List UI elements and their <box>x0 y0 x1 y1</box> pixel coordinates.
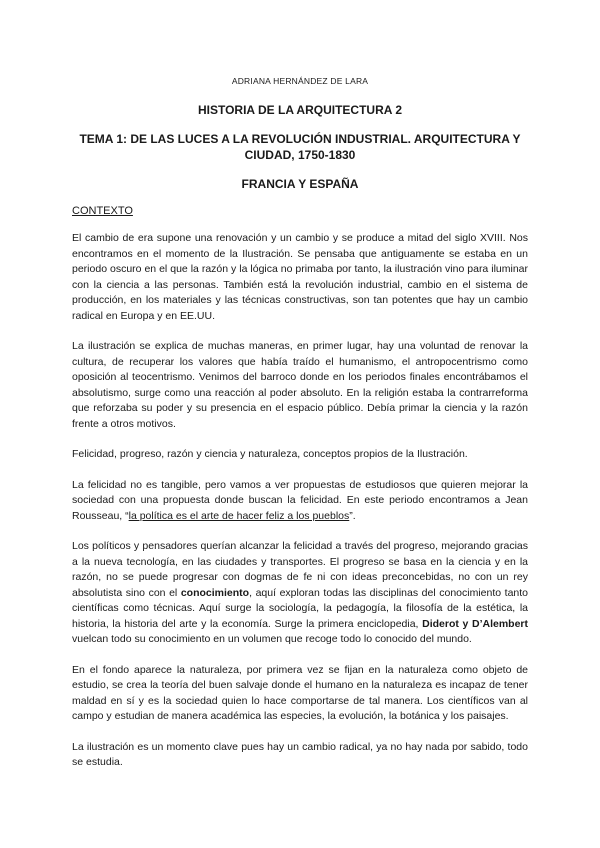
paragraph-4-text: La felicidad no es tangible, pero vamos a ver propuestas de estudiosos que quieren mejorar la sociedad con una propuesta donde buscan la felicidad. En este periodo encontramos a Jean Rousseau, “ <box>72 478 528 522</box>
paragraph-2: La ilustración se explica de muchas maneras, en primer lugar, hay una voluntad de renovar la cultura, de recuperar los valores que había traído el humanismo, el antropocentrismo como oposición al teocentrismo. Venimos del barroco donde en los periodos finales encontrábamos el absolutismo, surge como una reacción al poder absoluto. En la religión estaba la contrarreforma que reforzaba su poder y su presencia en el espacio público. Debía primar la ciencia y la razón frente a otros motivos. <box>72 340 528 430</box>
keyword-conocimiento: conocimiento <box>180 586 250 599</box>
paragraph-1: El cambio de era supone una renovación y un cambio y se produce a mitad del siglo XVIII. Nos encontramos en el momento de la Ilustración. Se pensaba que antiguamente se estaba en un periodo oscuro en el que la razón y la lógica no primaba por tanto, la ilustración vino para iluminar con la ciencia a las personas. También está la revolución industrial, cambio en el sistema de producción, en los materiales y las técnicas constructivas, son tan potentes que hay un cambio radical en Europa y en EE.UU. <box>72 232 528 322</box>
paragraph-7: La ilustración es un momento clave pues hay un cambio radical, ya no hay nada por sabido, todo se estudia. <box>72 740 528 768</box>
paragraph-5-text-c: vuelcan todo su conocimiento en un volumen que recoge todo lo conocido del mundo. <box>72 633 472 645</box>
paragraph-5-text-b: , aquí exploran todas las disciplinas del conocimiento tanto científicas como técnicas. Aquí surge la sociología, la pedagogía, la filosofía de la estética, la historia, la historia del arte y la economía. Surge la primera enciclopedia, <box>72 586 529 630</box>
paragraph-4-end: ”. <box>349 509 356 522</box>
section-heading: CONTEXTO <box>72 205 133 217</box>
paragraph-6: En el fondo aparece la naturaleza, por primera vez se fijan en la naturaleza como objeto de estudio, se crea la teoría del buen salvaje donde el humano en la naturaleza es incapaz de tener maldad en sí y es la sociedad quien lo hace comportarse de tal manera. Los científicos van al campo y estudian de manera académica las especies, la evolución, la botánica y los paisajes. <box>72 663 528 722</box>
paragraph-4 <box>72 478 528 525</box>
keyword-diderot: Diderot y D’Alembert <box>422 617 528 630</box>
document-page <box>72 76 528 786</box>
paragraph-5 <box>72 539 528 648</box>
paragraph-3: Felicidad, progreso, razón y ciencia y naturaleza, conceptos propios de la Ilustración. <box>72 448 468 460</box>
rousseau-quote: la política es el arte de hacer feliz a los pueblos <box>128 509 350 522</box>
theme-title: TEMA 1: DE LAS LUCES A LA REVOLUCIÓN INDUSTRIAL. ARQUITECTURA Y CIUDAD, 1750-1830 <box>79 132 521 162</box>
course-title: HISTORIA DE LA ARQUITECTURA 2 <box>197 103 402 117</box>
author-name: ADRIANA HERNÁNDEZ DE LARA <box>231 76 369 86</box>
paragraph-5-text-a: Los políticos y pensadores querían alcanzar la felicidad a través del progreso, mejorando gracias a la nueva tecnología, en las ciudades y transportes. El progreso se basa en la ciencia y en la razón, no se puede progresar con dogmas de fe ni con ideas preconcebidas, no con un rey absolutista sino con el <box>72 540 528 599</box>
region-title: FRANCIA Y ESPAÑA <box>241 177 359 191</box>
